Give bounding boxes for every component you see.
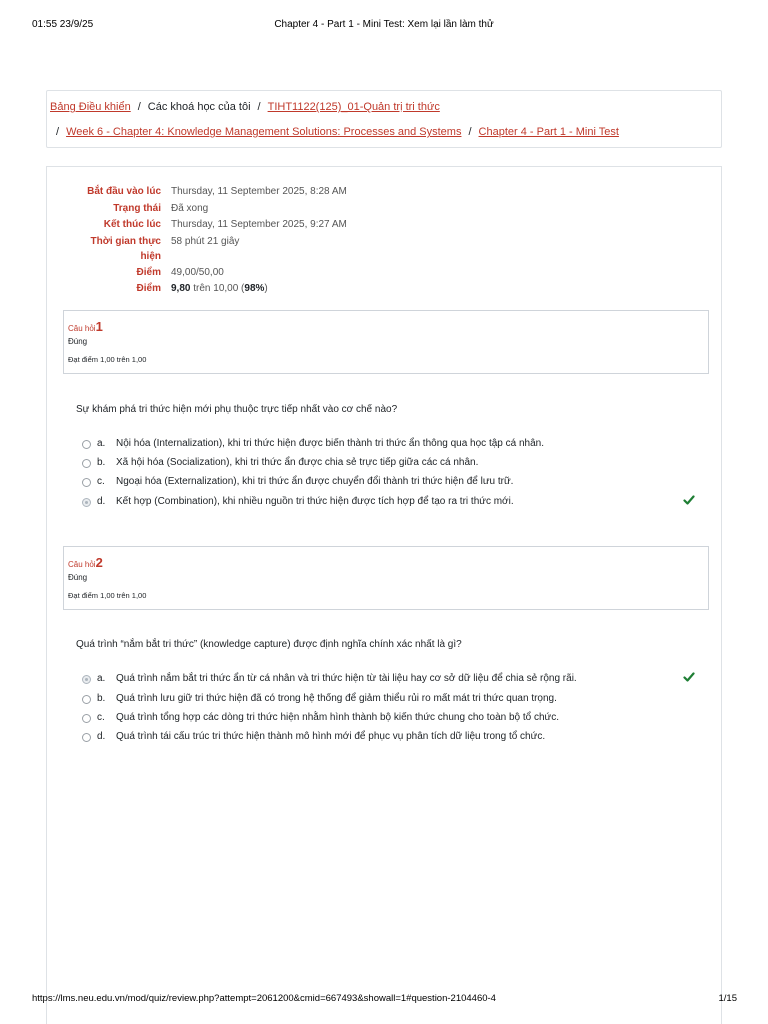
summary-grade-label: Điểm bbox=[136, 283, 161, 294]
question-state: Đúng bbox=[68, 337, 88, 346]
option-letter: b. bbox=[97, 457, 106, 468]
breadcrumb-line-1 bbox=[50, 101, 440, 113]
print-page-number: 1/15 bbox=[718, 993, 737, 1004]
summary-completed-value: Thursday, 11 September 2025, 9:27 AM bbox=[171, 219, 347, 230]
radio-button-selected[interactable] bbox=[82, 675, 91, 684]
summary-state-value: Đã xong bbox=[171, 202, 209, 214]
radio-button[interactable] bbox=[82, 459, 91, 468]
option-text: Quá trình tái cấu trúc tri thức hiện thành mô hình mới để phục vụ phân tích dữ liệu trong tổ chức. bbox=[116, 731, 546, 742]
breadcrumb-line-2 bbox=[56, 126, 619, 138]
radio-button[interactable] bbox=[82, 714, 91, 723]
question-number-value: 1 bbox=[95, 319, 103, 334]
option-text: Quá trình lưu giữ tri thức hiện đã có trong hệ thống để giảm thiểu rủi ro mất mát tri thức quan trọng. bbox=[116, 693, 557, 704]
option-letter: c. bbox=[97, 476, 105, 487]
radio-button-selected[interactable] bbox=[82, 498, 91, 507]
attempt-summary-table bbox=[47, 184, 721, 298]
breadcrumb-quiz-link[interactable]: Chapter 4 - Part 1 - Mini Test bbox=[478, 126, 619, 138]
question-number-value: 2 bbox=[95, 555, 103, 570]
question-number bbox=[68, 319, 103, 334]
breadcrumb-dashboard-link[interactable]: Bảng Điều khiển bbox=[50, 101, 131, 113]
question-text-2: Quá trình “nắm bắt tri thức” (knowledge capture) được định nghĩa chính xác nhất là gì? bbox=[76, 639, 462, 650]
summary-marks-value: 49,00/50,00 bbox=[171, 266, 224, 278]
question-state: Đúng bbox=[68, 573, 88, 582]
breadcrumb-separator: / bbox=[468, 126, 472, 138]
radio-button[interactable] bbox=[82, 695, 91, 704]
grade-percent: 98% bbox=[244, 283, 265, 294]
option-text: Nội hóa (Internalization), khi tri thức hiện được biến thành tri thức ẩn thông qua học tập cá nhân. bbox=[116, 438, 545, 449]
breadcrumb-my-courses: Các khoá học của tôi bbox=[147, 101, 251, 113]
summary-row-time bbox=[47, 234, 721, 265]
question-label: Câu hỏi bbox=[68, 324, 96, 333]
summary-completed-label: Kết thúc lúc bbox=[103, 219, 161, 230]
question-number bbox=[68, 555, 103, 570]
summary-started-label: Bắt đầu vào lúc bbox=[87, 186, 161, 197]
breadcrumb-course-link[interactable]: TIHT1122(125)_01-Quản trị tri thức bbox=[267, 101, 440, 113]
breadcrumb bbox=[46, 90, 722, 148]
summary-row-grade bbox=[47, 281, 721, 298]
check-icon bbox=[683, 671, 695, 683]
option-text: Quá trình nắm bắt tri thức ẩn từ cá nhân và tri thức hiện từ tài liệu hay cơ sở dữ liệu để chia sẻ rộng rãi. bbox=[116, 673, 577, 684]
breadcrumb-separator: / bbox=[257, 101, 261, 113]
summary-time-value: 58 phút 21 giây bbox=[171, 235, 240, 247]
option-text: Ngoại hóa (Externalization), khi tri thức ẩn được chuyển đổi thành tri thức hiện để lưu trữ. bbox=[116, 476, 514, 487]
breadcrumb-separator: / bbox=[56, 126, 60, 138]
option-letter: c. bbox=[97, 712, 105, 723]
print-footer bbox=[0, 993, 768, 1007]
option-letter: b. bbox=[97, 693, 106, 704]
question-grade: Đạt điểm 1,00 trên 1,00 bbox=[68, 355, 147, 364]
summary-started-value: Thursday, 11 September 2025, 8:28 AM bbox=[171, 186, 347, 197]
option-letter: d. bbox=[97, 731, 106, 742]
summary-row-state bbox=[47, 201, 721, 218]
summary-row-completed bbox=[47, 217, 721, 234]
question-text-1: Sự khám phá tri thức hiện mới phụ thuộc trực tiếp nhất vào cơ chế nào? bbox=[76, 404, 398, 415]
summary-marks-label: Điểm bbox=[136, 266, 161, 278]
print-header bbox=[0, 19, 768, 33]
breadcrumb-week-link[interactable]: Week 6 - Chapter 4: Knowledge Management Solutions: Processes and Systems bbox=[66, 126, 462, 138]
question-info-2 bbox=[63, 546, 709, 610]
option-letter: a. bbox=[97, 438, 106, 449]
check-icon bbox=[683, 494, 695, 506]
option-text: Kết hợp (Combination), khi nhiều nguồn tri thức hiện được tích hợp để tạo ra tri thức mới. bbox=[116, 496, 514, 507]
grade-mid: trên 10,00 ( bbox=[190, 283, 245, 294]
radio-button[interactable] bbox=[82, 440, 91, 449]
radio-button[interactable] bbox=[82, 733, 91, 742]
option-text: Xã hội hóa (Socialization), khi tri thức ẩn được chia sẻ trực tiếp giữa các cá nhân. bbox=[116, 457, 479, 468]
breadcrumb-separator: / bbox=[137, 101, 141, 113]
question-label: Câu hỏi bbox=[68, 560, 96, 569]
summary-grade-value bbox=[171, 281, 268, 296]
summary-state-label: Trạng thái bbox=[113, 202, 161, 214]
summary-time-label: Thời gian thực hiện bbox=[90, 235, 161, 262]
summary-row-started bbox=[47, 184, 721, 201]
option-text: Quá trình tổng hợp các dòng tri thức hiện nhằm hình thành bộ kiến thức chung cho toàn bộ tổ chức. bbox=[116, 712, 560, 723]
grade-end: ) bbox=[264, 283, 268, 294]
radio-button[interactable] bbox=[82, 478, 91, 487]
print-url: https://lms.neu.edu.vn/mod/quiz/review.php?attempt=2061200&cmid=667493&showall=1#question-2104460-4 bbox=[32, 993, 496, 1004]
question-info-1 bbox=[63, 310, 709, 374]
option-letter: d. bbox=[97, 496, 106, 507]
question-grade: Đạt điểm 1,00 trên 1,00 bbox=[68, 591, 147, 600]
quiz-review-region bbox=[46, 166, 722, 1024]
summary-row-marks bbox=[47, 265, 721, 282]
grade-score: 9,80 bbox=[171, 283, 191, 294]
print-title: Chapter 4 - Part 1 - Mini Test: Xem lại lần làm thử bbox=[274, 19, 494, 30]
option-letter: a. bbox=[97, 673, 106, 684]
print-timestamp: 01:55 23/9/25 bbox=[32, 19, 94, 30]
